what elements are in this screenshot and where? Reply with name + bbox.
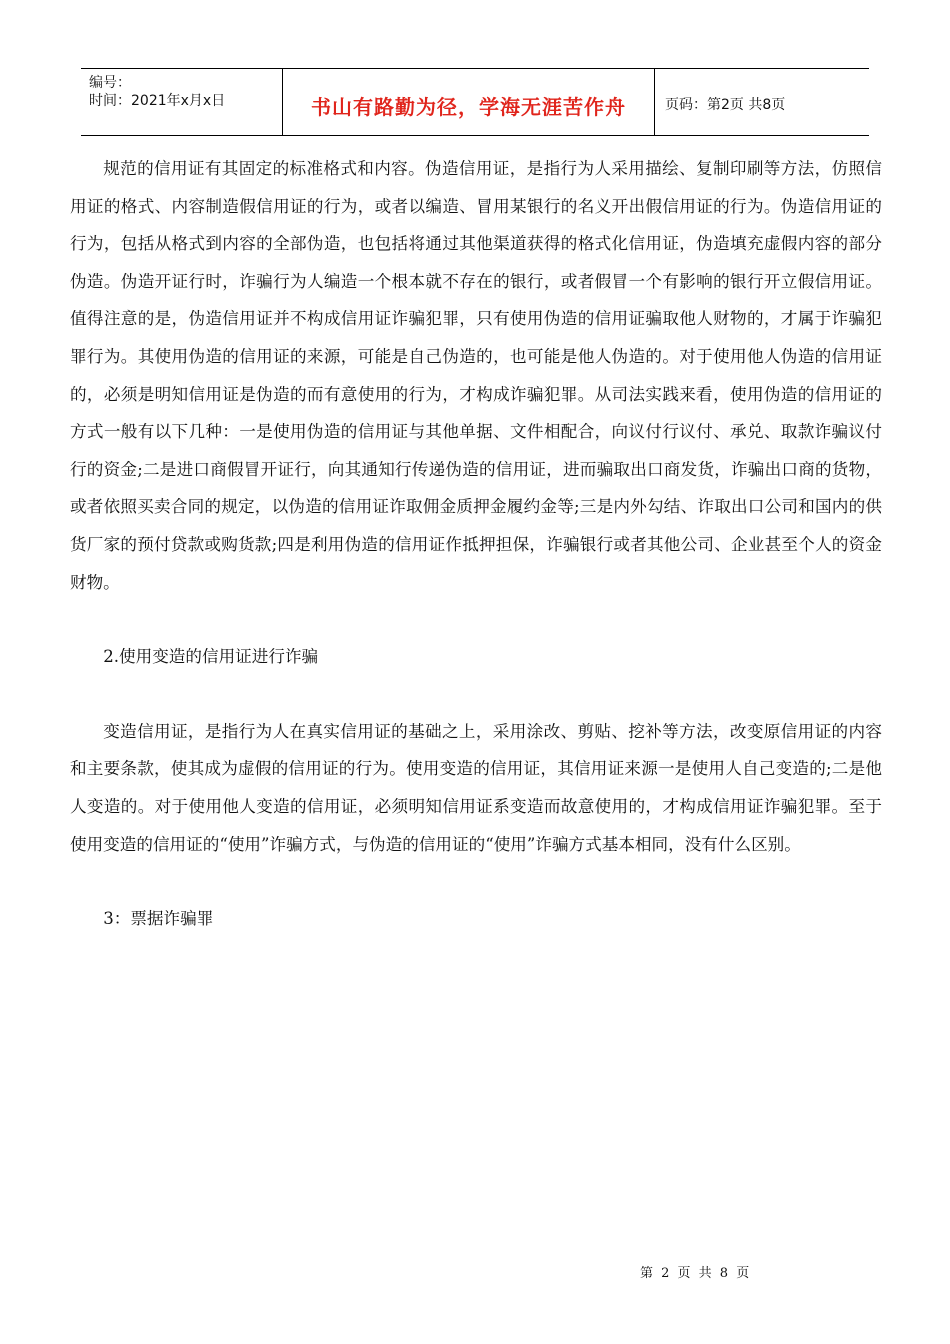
spacer (70, 676, 882, 713)
document-body (70, 150, 882, 938)
header-page-cell (655, 69, 869, 135)
header-motto: 书山有路勤为径，学海无涯苦作舟 (311, 94, 626, 119)
section-heading-bill-fraud: 3：票据诈骗罪 (103, 909, 214, 929)
page-header (81, 68, 869, 136)
spacer (70, 601, 882, 638)
spacer (70, 863, 882, 900)
document-time-label: 时间：2021年x月x日 (89, 93, 226, 109)
header-meta-cell (81, 69, 283, 135)
paragraph-forged-credit: 规范的信用证有其固定的标准格式和内容。伪造信用证，是指行为人采用描绘、复制印刷等方法，仿照信用证的格式、内容制造假信用证的行为，或者以编造、冒用某银行的名义开出假信用证的行为。伪造信用证的行为，包括从格式到内容的全部伪造，也包括将通过其他渠道获得的格式化信用证，伪造填充虚假内容的部分伪造。伪造开证行时，诈骗行为人编造一个根本就不存在的银行，或者假冒一个有影响的银行开立假信用证。值得注意的是，伪造信用证并不构成信用证诈骗犯罪，只有使用伪造的信用证骗取他人财物的，才属于诈骗犯罪行为。其使用伪造的信用证的来源，可能是自己伪造的，也可能是他人伪造的。对于使用他人伪造的信用证的，必须是明知信用证是伪造的而有意使用的行为，才构成诈骗犯罪。从司法实践来看，使用伪造的信用证的方式一般有以下几种：一是使用伪造的信用证与其他单据、文件相配合，向议付行议付、承兑、取款诈骗议付行的资金;二是进口商假冒开证行，向其通知行传递伪造的信用证，进而骗取出口商发货，诈骗出口商的货物，或者依照买卖合同的规定，以伪造的信用证诈取佣金质押金履约金等;三是内外勾结、诈取出口公司和国内的供货厂家的预付贷款或购货款;四是利用伪造的信用证作抵押担保，诈骗银行或者其他公司、企业甚至个人的资金财物。 (70, 159, 882, 592)
header-motto-cell (283, 69, 655, 135)
section-heading-altered-credit: 2.使用变造的信用证进行诈骗 (103, 647, 319, 667)
page-footer: 第 2 页 共 8 页 (640, 1266, 752, 1281)
document-number-label: 编号： (89, 75, 131, 91)
paragraph-altered-credit: 变造信用证，是指行为人在真实信用证的基础之上，采用涂改、剪贴、挖补等方法，改变原信用证的内容和主要条款，使其成为虚假的信用证的行为。使用变造的信用证，其信用证来源一是使用人自己变造的;二是他人变造的。对于使用他人变造的信用证，必须明知信用证系变造而故意使用的，才构成信用证诈骗犯罪。至于使用变造的信用证的“使用”诈骗方式，与伪造的信用证的“使用”诈骗方式基本相同，没有什么区别。 (70, 721, 882, 854)
header-page-info: 页码：第2页 共8页 (665, 97, 786, 113)
